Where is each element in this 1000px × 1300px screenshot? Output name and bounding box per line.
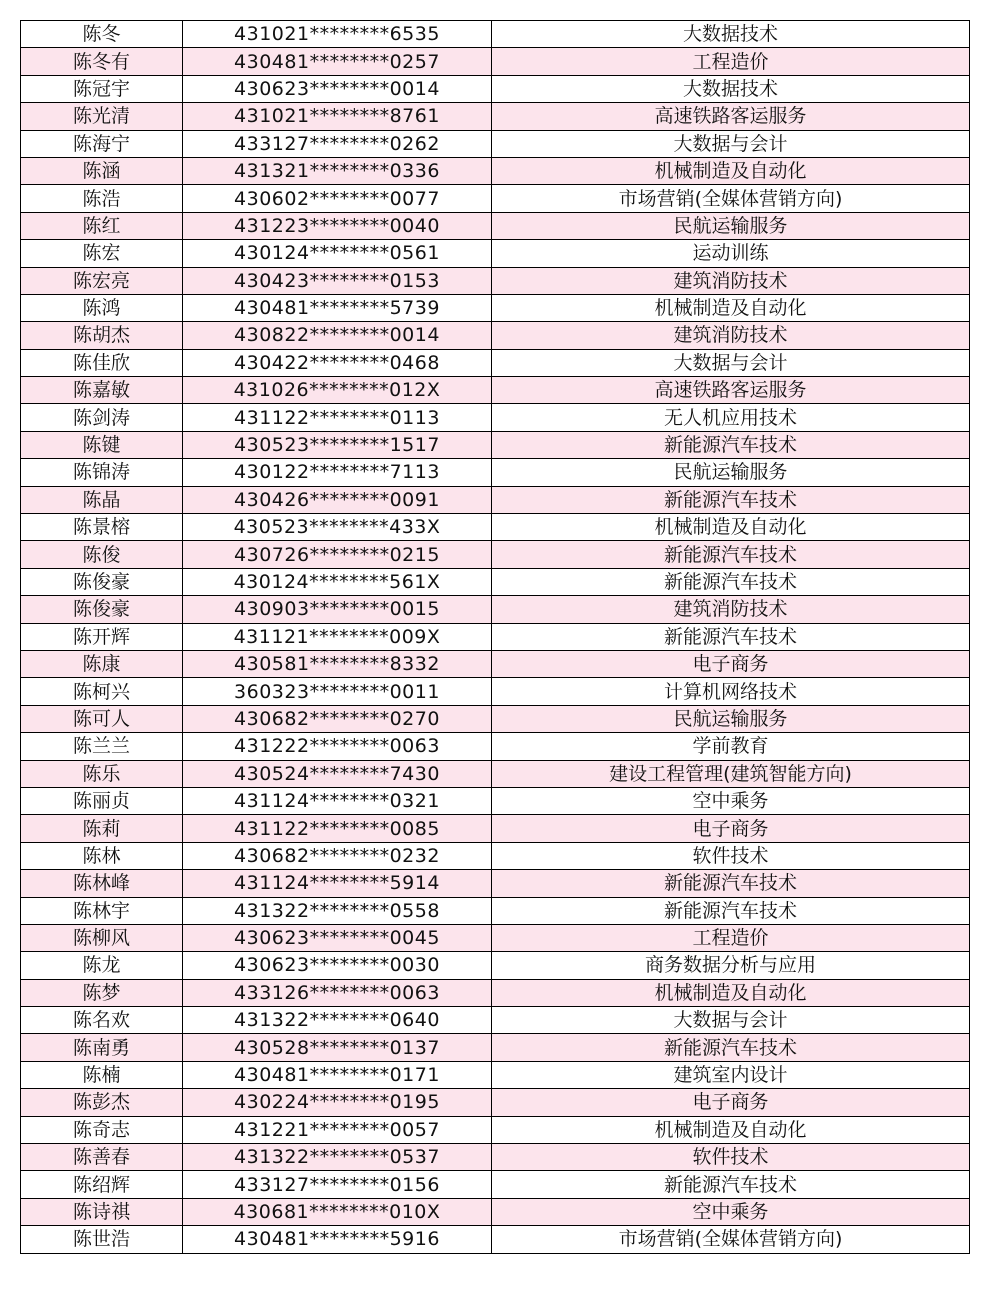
major-cell: 建筑消防技术 [492, 596, 970, 623]
major-cell: 大数据与会计 [492, 1007, 970, 1034]
major-cell: 建筑消防技术 [492, 267, 970, 294]
table-row [21, 514, 970, 541]
major-cell: 工程造价 [492, 924, 970, 951]
table-row [21, 897, 970, 924]
table-row [21, 815, 970, 842]
table-row [21, 322, 970, 349]
id-number-cell: 430124********561X [183, 568, 492, 595]
name-cell: 陈冬有 [21, 48, 183, 75]
major-cell: 民航运输服务 [492, 705, 970, 732]
id-number-cell: 431026********012X [183, 377, 492, 404]
name-cell: 陈楠 [21, 1061, 183, 1088]
id-number-cell: 430481********0257 [183, 48, 492, 75]
name-cell: 陈南勇 [21, 1034, 183, 1061]
major-cell: 机械制造及自动化 [492, 1116, 970, 1143]
table-row [21, 842, 970, 869]
table-row [21, 1144, 970, 1171]
major-cell: 建设工程管理(建筑智能方向) [492, 760, 970, 787]
id-number-cell: 430623********0030 [183, 952, 492, 979]
id-number-cell: 430481********5916 [183, 1226, 492, 1253]
table-row [21, 1116, 970, 1143]
id-number-cell: 430422********0468 [183, 349, 492, 376]
id-number-cell: 430122********7113 [183, 459, 492, 486]
table-row [21, 568, 970, 595]
major-cell: 大数据技术 [492, 21, 970, 48]
name-cell: 陈善春 [21, 1144, 183, 1171]
name-cell: 陈嘉敏 [21, 377, 183, 404]
major-cell: 空中乘务 [492, 787, 970, 814]
table-row [21, 1034, 970, 1061]
major-cell: 运动训练 [492, 240, 970, 267]
table-row [21, 157, 970, 184]
major-cell: 建筑消防技术 [492, 322, 970, 349]
id-number-cell: 431222********0063 [183, 733, 492, 760]
major-cell: 新能源汽车技术 [492, 1171, 970, 1198]
name-cell: 陈俊 [21, 541, 183, 568]
name-cell: 陈鸿 [21, 294, 183, 321]
name-cell: 陈光清 [21, 103, 183, 130]
name-cell: 陈绍辉 [21, 1171, 183, 1198]
major-cell: 新能源汽车技术 [492, 541, 970, 568]
table-row [21, 1226, 970, 1253]
name-cell: 陈冠宇 [21, 75, 183, 102]
roster-sheet [20, 20, 970, 1254]
id-number-cell: 430124********0561 [183, 240, 492, 267]
name-cell: 陈俊豪 [21, 596, 183, 623]
id-number-cell: 430481********5739 [183, 294, 492, 321]
table-row [21, 678, 970, 705]
major-cell: 新能源汽车技术 [492, 623, 970, 650]
table-row [21, 650, 970, 677]
major-cell: 高速铁路客运服务 [492, 377, 970, 404]
name-cell: 陈海宁 [21, 130, 183, 157]
table-row [21, 1198, 970, 1225]
major-cell: 机械制造及自动化 [492, 979, 970, 1006]
name-cell: 陈景榕 [21, 514, 183, 541]
major-cell: 新能源汽车技术 [492, 431, 970, 458]
name-cell: 陈柯兴 [21, 678, 183, 705]
id-number-cell: 430528********0137 [183, 1034, 492, 1061]
table-row [21, 623, 970, 650]
major-cell: 新能源汽车技术 [492, 568, 970, 595]
name-cell: 陈彭杰 [21, 1089, 183, 1116]
major-cell: 高速铁路客运服务 [492, 103, 970, 130]
table-row [21, 212, 970, 239]
id-number-cell: 431121********009X [183, 623, 492, 650]
major-cell: 无人机应用技术 [492, 404, 970, 431]
major-cell: 大数据与会计 [492, 349, 970, 376]
name-cell: 陈丽贞 [21, 787, 183, 814]
id-number-cell: 430602********0077 [183, 185, 492, 212]
table-row [21, 459, 970, 486]
id-number-cell: 430682********0270 [183, 705, 492, 732]
table-row [21, 979, 970, 1006]
id-number-cell: 433126********0063 [183, 979, 492, 1006]
table-row [21, 103, 970, 130]
major-cell: 大数据技术 [492, 75, 970, 102]
id-number-cell: 431223********0040 [183, 212, 492, 239]
table-row [21, 1007, 970, 1034]
name-cell: 陈奇志 [21, 1116, 183, 1143]
id-number-cell: 431122********0113 [183, 404, 492, 431]
name-cell: 陈胡杰 [21, 322, 183, 349]
id-number-cell: 430623********0045 [183, 924, 492, 951]
id-number-cell: 430682********0232 [183, 842, 492, 869]
id-number-cell: 431221********0057 [183, 1116, 492, 1143]
table-row [21, 1171, 970, 1198]
id-number-cell: 430524********7430 [183, 760, 492, 787]
table-row [21, 404, 970, 431]
major-cell: 空中乘务 [492, 1198, 970, 1225]
name-cell: 陈佳欣 [21, 349, 183, 376]
name-cell: 陈诗祺 [21, 1198, 183, 1225]
major-cell: 新能源汽车技术 [492, 486, 970, 513]
major-cell: 电子商务 [492, 1089, 970, 1116]
id-number-cell: 431322********0537 [183, 1144, 492, 1171]
id-number-cell: 430426********0091 [183, 486, 492, 513]
id-number-cell: 430822********0014 [183, 322, 492, 349]
table-row [21, 705, 970, 732]
major-cell: 新能源汽车技术 [492, 897, 970, 924]
major-cell: 机械制造及自动化 [492, 514, 970, 541]
major-cell: 电子商务 [492, 815, 970, 842]
table-row [21, 21, 970, 48]
table-row [21, 294, 970, 321]
id-number-cell: 431021********8761 [183, 103, 492, 130]
name-cell: 陈开辉 [21, 623, 183, 650]
major-cell: 大数据与会计 [492, 130, 970, 157]
name-cell: 陈红 [21, 212, 183, 239]
table-row [21, 185, 970, 212]
name-cell: 陈乐 [21, 760, 183, 787]
table-row [21, 541, 970, 568]
major-cell: 软件技术 [492, 1144, 970, 1171]
table-row [21, 130, 970, 157]
table-row [21, 733, 970, 760]
id-number-cell: 431322********0640 [183, 1007, 492, 1034]
table-row [21, 924, 970, 951]
id-number-cell: 430581********8332 [183, 650, 492, 677]
table-row [21, 1089, 970, 1116]
id-number-cell: 430903********0015 [183, 596, 492, 623]
name-cell: 陈林峰 [21, 870, 183, 897]
name-cell: 陈林 [21, 842, 183, 869]
id-number-cell: 430224********0195 [183, 1089, 492, 1116]
name-cell: 陈莉 [21, 815, 183, 842]
name-cell: 陈龙 [21, 952, 183, 979]
id-number-cell: 433127********0156 [183, 1171, 492, 1198]
name-cell: 陈宏 [21, 240, 183, 267]
name-cell: 陈梦 [21, 979, 183, 1006]
table-row [21, 48, 970, 75]
name-cell: 陈康 [21, 650, 183, 677]
major-cell: 学前教育 [492, 733, 970, 760]
id-number-cell: 431122********0085 [183, 815, 492, 842]
table-row [21, 787, 970, 814]
major-cell: 新能源汽车技术 [492, 870, 970, 897]
table-row [21, 952, 970, 979]
name-cell: 陈键 [21, 431, 183, 458]
id-number-cell: 431321********0336 [183, 157, 492, 184]
id-number-cell: 430523********1517 [183, 431, 492, 458]
major-cell: 机械制造及自动化 [492, 294, 970, 321]
table-row [21, 760, 970, 787]
name-cell: 陈宏亮 [21, 267, 183, 294]
id-number-cell: 360323********0011 [183, 678, 492, 705]
table-row [21, 349, 970, 376]
name-cell: 陈世浩 [21, 1226, 183, 1253]
table-row [21, 377, 970, 404]
major-cell: 建筑室内设计 [492, 1061, 970, 1088]
table-row [21, 75, 970, 102]
id-number-cell: 431124********0321 [183, 787, 492, 814]
name-cell: 陈兰兰 [21, 733, 183, 760]
name-cell: 陈柳风 [21, 924, 183, 951]
id-number-cell: 430423********0153 [183, 267, 492, 294]
id-number-cell: 430523********433X [183, 514, 492, 541]
name-cell: 陈浩 [21, 185, 183, 212]
major-cell: 计算机网络技术 [492, 678, 970, 705]
id-number-cell: 430681********010X [183, 1198, 492, 1225]
name-cell: 陈名欢 [21, 1007, 183, 1034]
name-cell: 陈剑涛 [21, 404, 183, 431]
major-cell: 电子商务 [492, 650, 970, 677]
table-row [21, 240, 970, 267]
name-cell: 陈晶 [21, 486, 183, 513]
table-row [21, 267, 970, 294]
id-number-cell: 430726********0215 [183, 541, 492, 568]
table-row [21, 870, 970, 897]
major-cell: 民航运输服务 [492, 212, 970, 239]
major-cell: 商务数据分析与应用 [492, 952, 970, 979]
student-roster-table [20, 20, 970, 1254]
name-cell: 陈俊豪 [21, 568, 183, 595]
id-number-cell: 431021********6535 [183, 21, 492, 48]
major-cell: 民航运输服务 [492, 459, 970, 486]
major-cell: 软件技术 [492, 842, 970, 869]
table-row [21, 1061, 970, 1088]
id-number-cell: 433127********0262 [183, 130, 492, 157]
name-cell: 陈林宇 [21, 897, 183, 924]
major-cell: 新能源汽车技术 [492, 1034, 970, 1061]
name-cell: 陈冬 [21, 21, 183, 48]
roster-body [21, 21, 970, 1254]
id-number-cell: 431124********5914 [183, 870, 492, 897]
major-cell: 市场营销(全媒体营销方向) [492, 185, 970, 212]
major-cell: 机械制造及自动化 [492, 157, 970, 184]
id-number-cell: 431322********0558 [183, 897, 492, 924]
name-cell: 陈涵 [21, 157, 183, 184]
table-row [21, 486, 970, 513]
major-cell: 工程造价 [492, 48, 970, 75]
name-cell: 陈可人 [21, 705, 183, 732]
name-cell: 陈锦涛 [21, 459, 183, 486]
id-number-cell: 430481********0171 [183, 1061, 492, 1088]
table-row [21, 596, 970, 623]
table-row [21, 431, 970, 458]
id-number-cell: 430623********0014 [183, 75, 492, 102]
major-cell: 市场营销(全媒体营销方向) [492, 1226, 970, 1253]
